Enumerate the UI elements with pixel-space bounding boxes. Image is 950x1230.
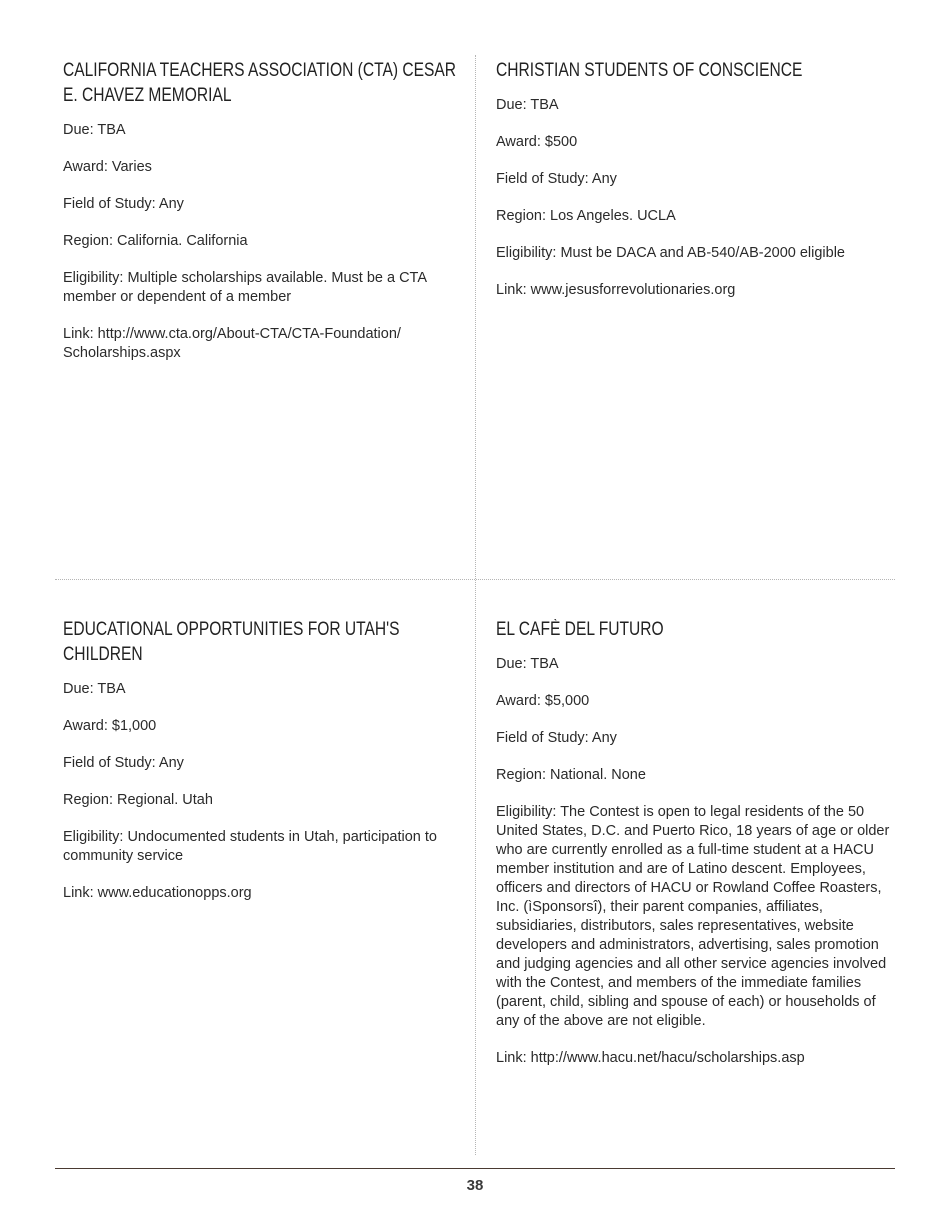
scholarship-award: Award: Varies (63, 159, 152, 175)
scholarship-card-christian-students (496, 58, 891, 318)
scholarship-due: Due: TBA (496, 656, 559, 672)
footer-rule (55, 1168, 895, 1169)
scholarship-due: Due: TBA (496, 97, 559, 113)
column-divider (475, 55, 476, 1155)
scholarship-title: CHRISTIAN STUDENTS OF CONSCIENCE (496, 60, 803, 81)
scholarship-due: Due: TBA (63, 681, 126, 697)
row-divider (55, 579, 895, 580)
scholarship-link[interactable]: Link: www.educationopps.org (63, 885, 252, 901)
scholarship-link[interactable]: Link: http://www.cta.org/About-CTA/CTA-Foundation/ Scholarships.aspx (63, 326, 401, 361)
scholarship-award: Award: $1,000 (63, 718, 157, 734)
scholarship-field-of-study: Field of Study: Any (496, 730, 617, 746)
scholarship-card-cta (63, 58, 458, 381)
scholarship-region: Region: National. None (496, 767, 646, 783)
scholarship-eligibility: Eligibility: Multiple scholarships available. Must be a CTA member or dependent of a member (63, 270, 427, 305)
scholarship-link[interactable]: Link: www.jesusforrevolutionaries.org (496, 282, 736, 298)
scholarship-field-of-study: Field of Study: Any (63, 196, 184, 212)
scholarship-card-utah (63, 617, 458, 921)
scholarship-eligibility: Eligibility: Must be DACA and AB-540/AB-2000 eligible (496, 245, 845, 261)
scholarship-title: EL CAFÈ DEL FUTURO (496, 619, 664, 640)
scholarship-region: Region: Los Angeles. UCLA (496, 208, 676, 224)
scholarship-due: Due: TBA (63, 122, 126, 138)
scholarship-award: Award: $500 (496, 134, 578, 150)
scholarship-field-of-study: Field of Study: Any (496, 171, 617, 187)
scholarship-eligibility: Eligibility: Undocumented students in Utah, participation to community service (63, 829, 437, 864)
scholarship-region: Region: Regional. Utah (63, 792, 213, 808)
scholarship-title: EDUCATIONAL OPPORTUNITIES FOR UTAH'S CHILDREN (63, 619, 400, 665)
scholarship-award: Award: $5,000 (496, 693, 590, 709)
page-number: 38 (466, 1177, 484, 1194)
scholarship-title: CALIFORNIA TEACHERS ASSOCIATION (CTA) CESAR E. CHAVEZ MEMORIAL (63, 60, 457, 106)
scholarship-field-of-study: Field of Study: Any (63, 755, 184, 771)
scholarship-region: Region: California. California (63, 233, 248, 249)
scholarship-link[interactable]: Link: http://www.hacu.net/hacu/scholarships.asp (496, 1050, 805, 1066)
scholarship-eligibility: Eligibility: The Contest is open to legal residents of the 50 United States, D.C. and Puerto Rico, 18 years of age or older who are currently enrolled as a full-time student at a HACU member institution and are of Latino descent. Employees, officers and directors of HACU or Rowland Coffee Roasters, Inc. (ìSponsorsî), their parent companies, affiliates, subsidiaries, distributors, sales representatives, website developers and administrators, advertising, sales promotion and judging agencies and all other service agencies involved with the Contest, and members of the immediate families (parent, child, sibling and spouse of each) or households of any of the above are not eligible. (496, 804, 890, 1029)
scholarship-card-el-cafe (496, 617, 891, 1086)
